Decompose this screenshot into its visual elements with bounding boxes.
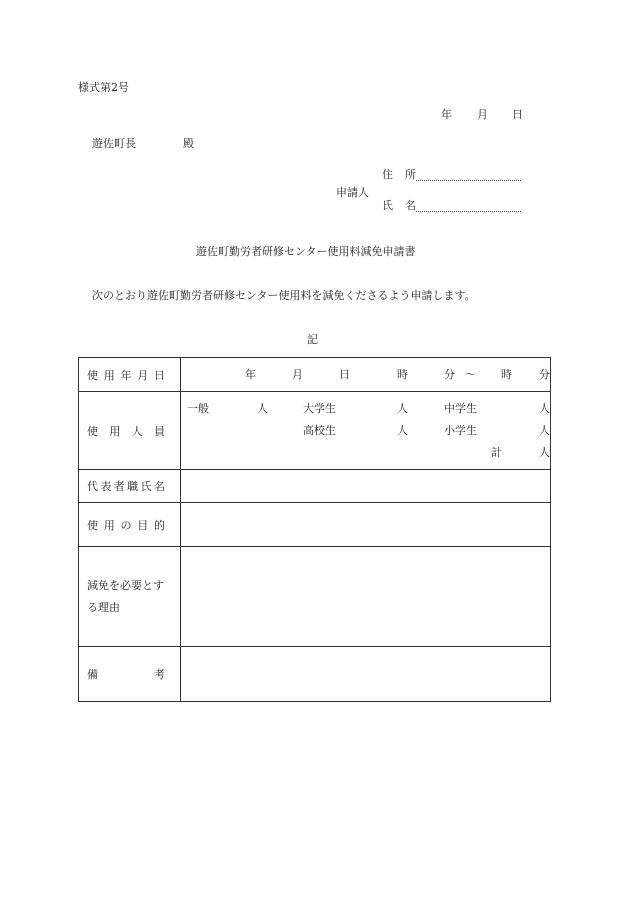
usage-date-row	[79, 358, 551, 392]
total-unit: 人	[539, 446, 550, 459]
high-school-label: 高校生	[303, 424, 336, 437]
name-field-line[interactable]	[416, 211, 521, 212]
remarks-field[interactable]	[181, 647, 551, 702]
junior-high-label: 中学生	[444, 402, 477, 415]
representative-field[interactable]	[181, 470, 551, 503]
ki-mark: 記	[307, 333, 318, 346]
usage-month-label: 月	[292, 368, 303, 381]
address-label-char-2: 所	[405, 168, 416, 181]
usage-date-label: 使 用 年 月 日	[79, 358, 181, 392]
reason-row	[79, 547, 551, 647]
name-label-char-2: 名	[405, 199, 416, 212]
body-text: 次のとおり遊佐町勤労者研修センター使用料を減免くださるよう申請します。	[92, 289, 476, 302]
form-number: 様式第2号	[78, 81, 129, 94]
document-title: 遊佐町勤労者研修センター使用料減免申請書	[196, 245, 416, 258]
usage-date-field[interactable]	[181, 358, 551, 392]
remarks-label: 備 考	[79, 647, 181, 702]
usage-people-label: 使 用 人 員	[79, 392, 181, 470]
elementary-unit: 人	[539, 424, 550, 437]
total-label: 計	[491, 446, 502, 459]
general-label: 一般	[187, 402, 209, 415]
usage-people-field[interactable]	[181, 392, 551, 470]
address-label-char-1: 住	[382, 168, 393, 181]
applicant-label: 申請人	[336, 186, 369, 199]
representative-label: 代 表 者 職 氏 名	[79, 470, 181, 503]
junior-high-unit: 人	[539, 402, 550, 415]
usage-people-row	[79, 392, 551, 470]
purpose-row	[79, 503, 551, 547]
usage-minute-start-label: 分	[444, 368, 455, 381]
purpose-label: 使 用 の 目 的	[79, 503, 181, 547]
date-month-label: 月	[477, 108, 488, 121]
time-range-tilde: ～	[465, 368, 476, 381]
addressee-honorific: 殿	[183, 137, 194, 150]
date-day-label: 日	[512, 108, 523, 121]
application-table	[78, 357, 551, 702]
name-label-char-1: 氏	[382, 199, 393, 212]
usage-hour-start-label: 時	[397, 368, 408, 381]
general-unit: 人	[257, 402, 268, 415]
usage-year-label: 年	[245, 368, 256, 381]
reason-label: 減免を必要とす る理由	[79, 547, 181, 647]
date-year-label: 年	[441, 108, 452, 121]
address-field-line[interactable]	[416, 180, 521, 181]
high-school-unit: 人	[397, 424, 408, 437]
usage-minute-end-label: 分	[539, 368, 550, 381]
university-unit: 人	[397, 402, 408, 415]
remarks-row	[79, 647, 551, 702]
reason-field[interactable]	[181, 547, 551, 647]
usage-day-label: 日	[339, 368, 350, 381]
representative-row	[79, 470, 551, 503]
purpose-field[interactable]	[181, 503, 551, 547]
usage-hour-end-label: 時	[501, 368, 512, 381]
elementary-label: 小学生	[444, 424, 477, 437]
addressee-title: 遊佐町長	[92, 137, 136, 150]
university-label: 大学生	[303, 402, 336, 415]
